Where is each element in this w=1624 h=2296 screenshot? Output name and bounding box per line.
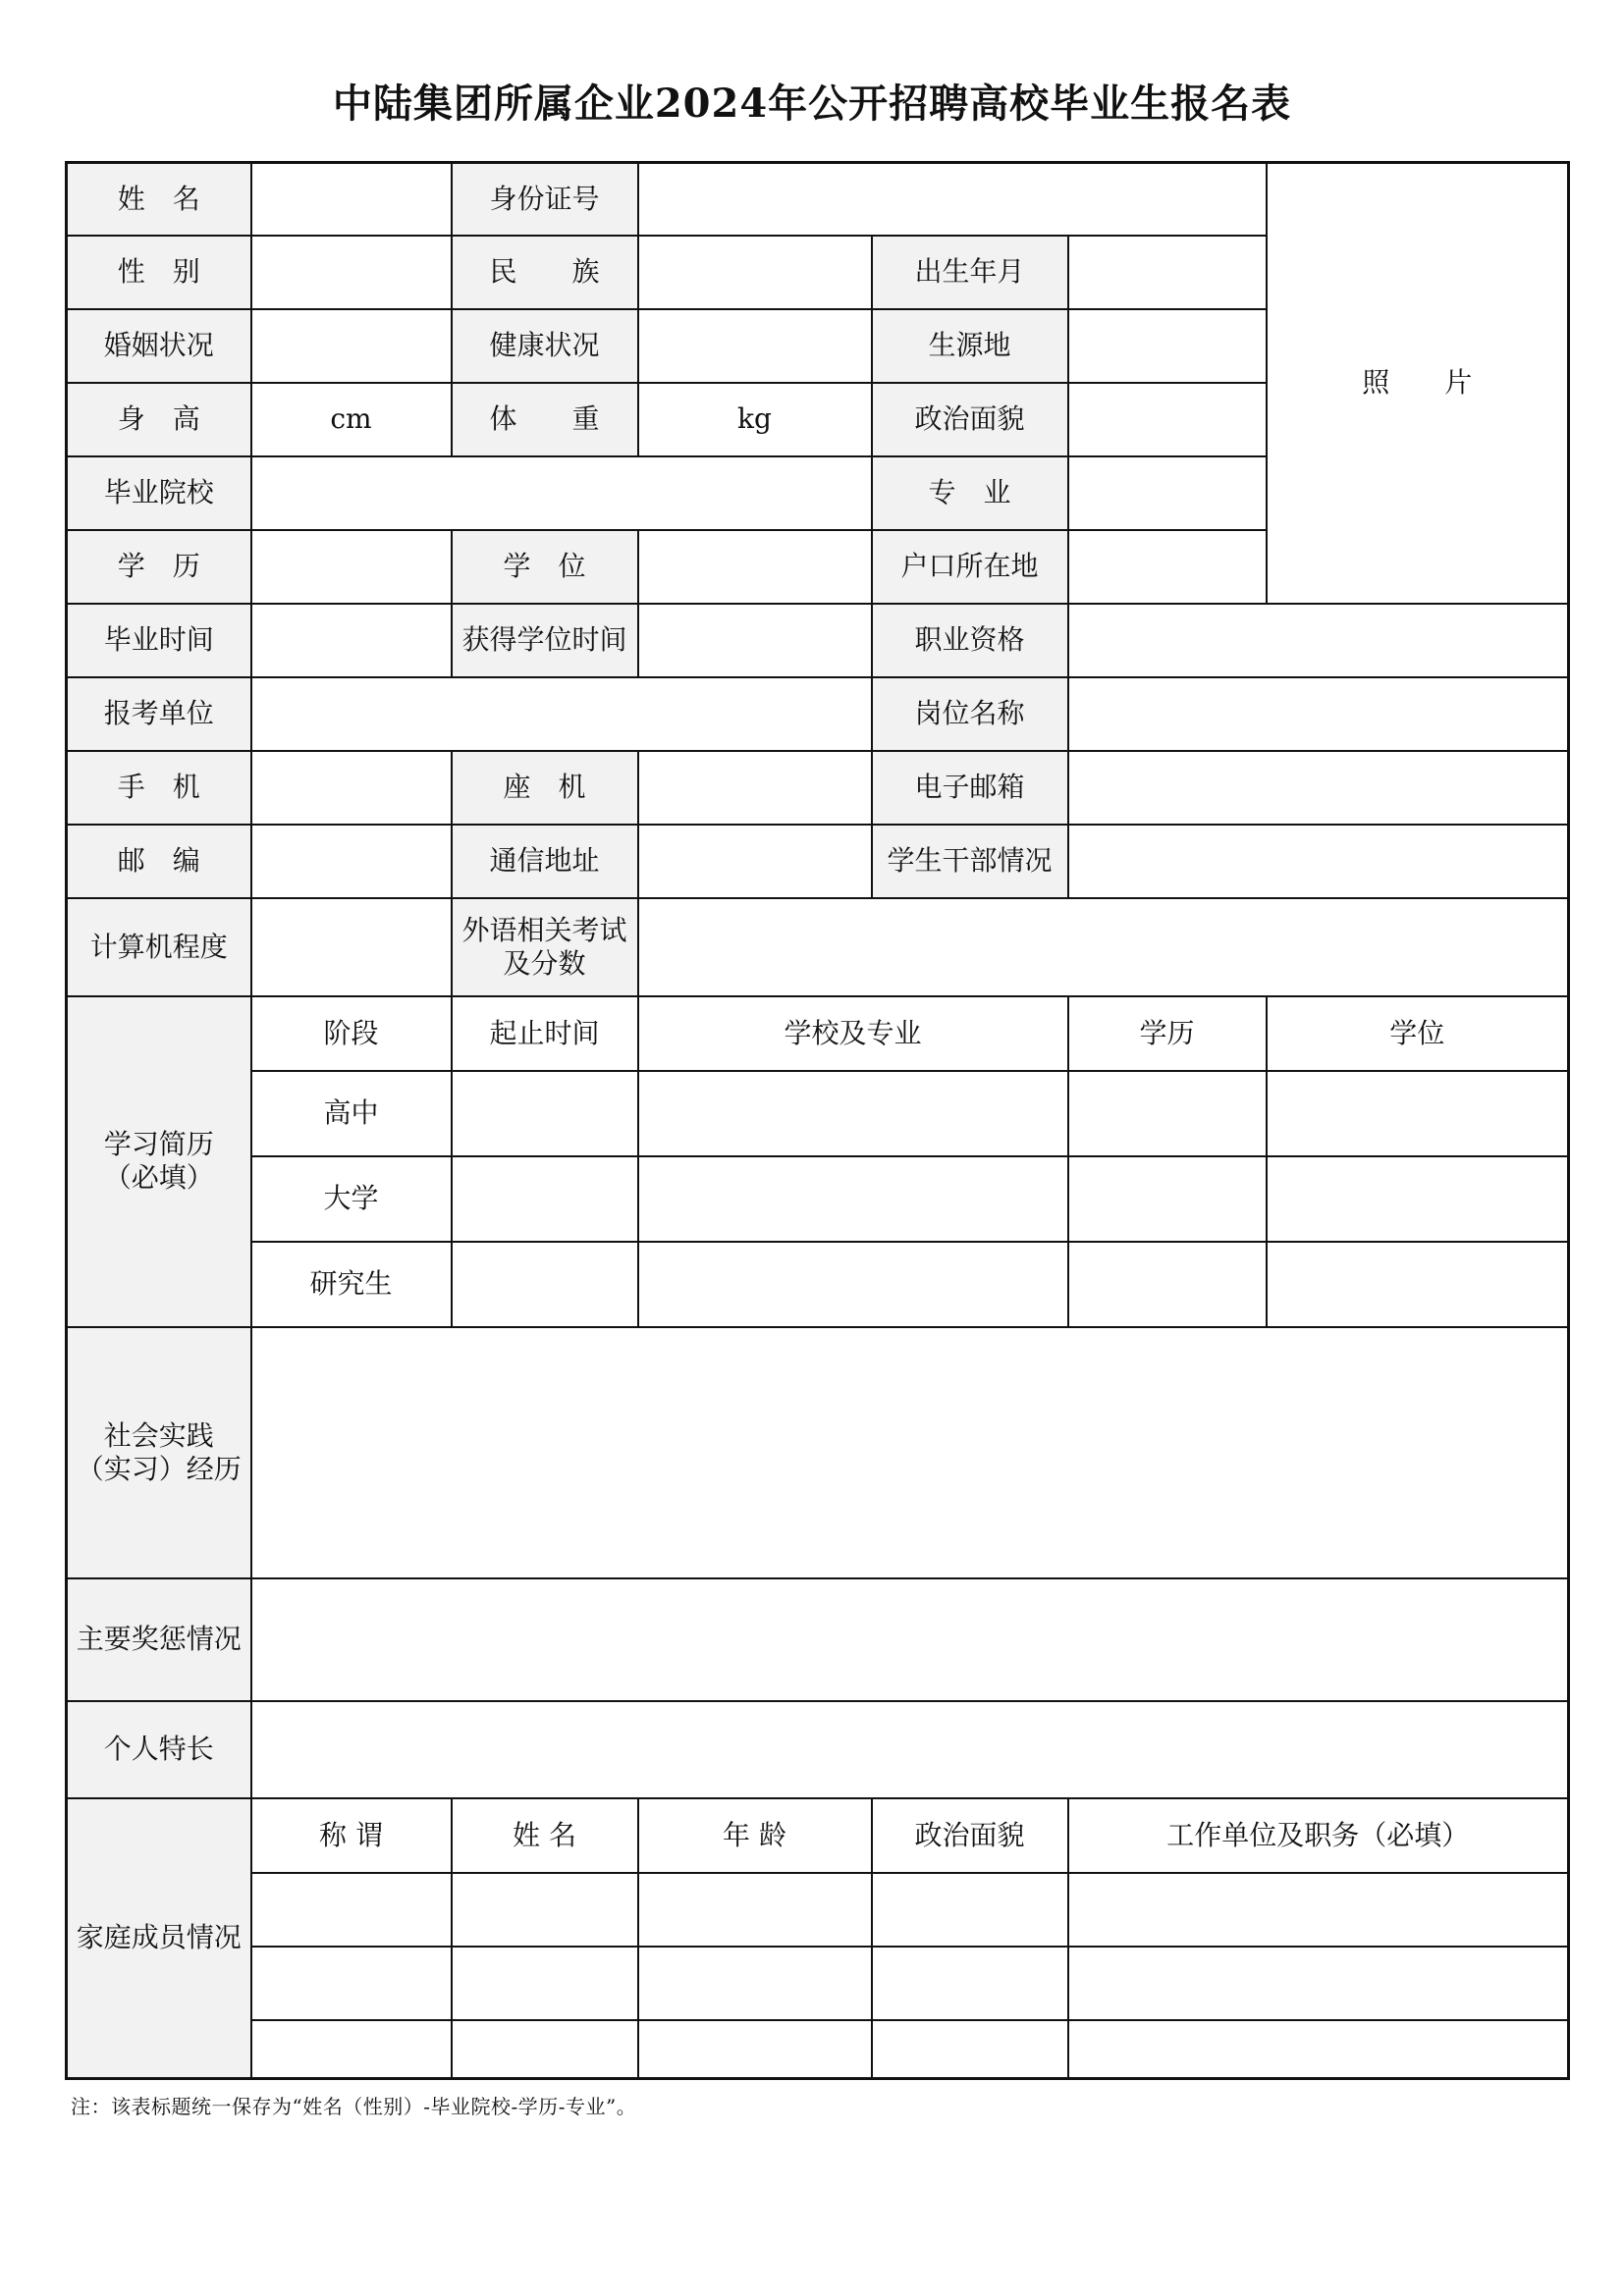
weight-label: 体 重 (452, 383, 638, 456)
apply-unit-label: 报考单位 (67, 677, 251, 751)
gender-label: 性 别 (67, 236, 251, 309)
study-education-field[interactable] (1068, 1242, 1267, 1327)
practice-field[interactable] (251, 1327, 1569, 1578)
skills-field[interactable] (251, 1701, 1569, 1798)
degree-time-label: 获得学位时间 (452, 604, 638, 677)
degree-label: 学 位 (452, 530, 638, 604)
height-field[interactable] (251, 383, 452, 456)
birth-field[interactable] (1068, 236, 1267, 309)
landline-label: 座 机 (452, 751, 638, 825)
major-label: 专 业 (872, 456, 1068, 530)
skills-label: 个人特长 (67, 1701, 251, 1798)
landline-field[interactable] (638, 751, 872, 825)
study-stage-highschool: 高中 (251, 1071, 452, 1156)
family-work-field[interactable] (1068, 1947, 1569, 2020)
mobile-field[interactable] (251, 751, 452, 825)
postcode-field[interactable] (251, 825, 452, 898)
family-politics-field[interactable] (872, 2020, 1068, 2079)
study-period-field[interactable] (452, 1242, 638, 1327)
qualification-label: 职业资格 (872, 604, 1068, 677)
education-field[interactable] (251, 530, 452, 604)
study-label-line1: 学习简历 (103, 1128, 214, 1160)
birth-label: 出生年月 (872, 236, 1068, 309)
study-header-stage: 阶段 (251, 996, 452, 1071)
major-field[interactable] (1068, 456, 1267, 530)
family-header-work: 工作单位及职务（必填） (1068, 1798, 1569, 1873)
hukou-field[interactable] (1068, 530, 1267, 604)
registration-form (65, 161, 1570, 2080)
qualification-field[interactable] (1068, 604, 1569, 677)
politics-field[interactable] (1068, 383, 1267, 456)
study-school-field[interactable] (638, 1242, 1068, 1327)
origin-field[interactable] (1068, 309, 1267, 383)
study-label (67, 996, 251, 1327)
photo-box[interactable] (1267, 163, 1569, 604)
foreign-lang-label (452, 898, 638, 996)
study-school-field[interactable] (638, 1071, 1068, 1156)
family-name-field[interactable] (452, 1947, 638, 2020)
position-label: 岗位名称 (872, 677, 1068, 751)
family-work-field[interactable] (1068, 1873, 1569, 1947)
family-age-field[interactable] (638, 1947, 872, 2020)
hukou-label: 户口所在地 (872, 530, 1068, 604)
cadre-field[interactable] (1068, 825, 1569, 898)
cadre-label: 学生干部情况 (872, 825, 1068, 898)
study-degree-field[interactable] (1267, 1156, 1569, 1242)
study-education-field[interactable] (1068, 1071, 1267, 1156)
marital-label: 婚姻状况 (67, 309, 251, 383)
id-number-field[interactable] (638, 163, 1267, 236)
family-header-age: 年 龄 (638, 1798, 872, 1873)
awards-label: 主要奖惩情况 (67, 1578, 251, 1701)
family-label: 家庭成员情况 (67, 1798, 251, 2079)
education-label: 学 历 (67, 530, 251, 604)
gender-field[interactable] (251, 236, 452, 309)
photo-label: 照 片 (1362, 366, 1473, 400)
apply-unit-field[interactable] (251, 677, 872, 751)
footnote: 注：该表标题统一保存为“姓名（性别）-毕业院校-学历-专业”。 (71, 2095, 637, 2118)
postcode-label: 邮 编 (67, 825, 251, 898)
study-degree-field[interactable] (1267, 1242, 1569, 1327)
study-header-period: 起止时间 (452, 996, 638, 1071)
position-field[interactable] (1068, 677, 1569, 751)
email-field[interactable] (1068, 751, 1569, 825)
address-field[interactable] (638, 825, 872, 898)
ethnicity-field[interactable] (638, 236, 872, 309)
page-title: 中陆集团所属企业2024年公开招聘高校毕业生报名表 (332, 80, 1292, 127)
study-degree-field[interactable] (1267, 1071, 1569, 1156)
practice-label (67, 1327, 251, 1578)
ethnicity-label: 民 族 (452, 236, 638, 309)
marital-field[interactable] (251, 309, 452, 383)
study-period-field[interactable] (452, 1156, 638, 1242)
school-field[interactable] (251, 456, 872, 530)
awards-field[interactable] (251, 1578, 1569, 1701)
family-politics-field[interactable] (872, 1947, 1068, 2020)
study-header-education: 学历 (1068, 996, 1267, 1071)
degree-time-field[interactable] (638, 604, 872, 677)
computer-field[interactable] (251, 898, 452, 996)
name-field[interactable] (251, 163, 452, 236)
family-name-field[interactable] (452, 2020, 638, 2079)
family-header-politics: 政治面貌 (872, 1798, 1068, 1873)
family-header-name: 姓 名 (452, 1798, 638, 1873)
mobile-label: 手 机 (67, 751, 251, 825)
grad-time-label: 毕业时间 (67, 604, 251, 677)
height-label: 身 高 (67, 383, 251, 456)
foreign-lang-label-line2: 及分数 (503, 946, 586, 980)
practice-label-line1: 社会实践 (103, 1418, 214, 1452)
foreign-lang-label-line1: 外语相关考试 (461, 913, 627, 946)
family-name-field[interactable] (452, 1873, 638, 1947)
family-relation-field[interactable] (251, 1873, 452, 1947)
grad-time-field[interactable] (251, 604, 452, 677)
family-relation-field[interactable] (251, 1947, 452, 2020)
family-age-field[interactable] (638, 2020, 872, 2079)
degree-field[interactable] (638, 530, 872, 604)
email-label: 电子邮箱 (872, 751, 1068, 825)
study-period-field[interactable] (452, 1071, 638, 1156)
health-field[interactable] (638, 309, 872, 383)
family-work-field[interactable] (1068, 2020, 1569, 2079)
id-number-label: 身份证号 (452, 163, 638, 236)
computer-label: 计算机程度 (67, 898, 251, 996)
height-unit: cm (330, 402, 372, 435)
practice-label-line2: （实习）经历 (76, 1452, 242, 1485)
address-label: 通信地址 (452, 825, 638, 898)
family-header-relation: 称 谓 (251, 1798, 452, 1873)
study-label-line2: （必填） (103, 1161, 214, 1194)
weight-field[interactable] (638, 383, 872, 456)
foreign-lang-field[interactable] (638, 898, 1569, 996)
weight-unit: kg (737, 402, 772, 435)
health-label: 健康状况 (452, 309, 638, 383)
origin-label: 生源地 (872, 309, 1068, 383)
family-politics-field[interactable] (872, 1873, 1068, 1947)
study-stage-university: 大学 (251, 1156, 452, 1242)
school-label: 毕业院校 (67, 456, 251, 530)
study-header-degree: 学位 (1267, 996, 1569, 1071)
study-stage-graduate: 研究生 (251, 1242, 452, 1327)
name-label: 姓 名 (67, 163, 251, 236)
study-school-field[interactable] (638, 1156, 1068, 1242)
politics-label: 政治面貌 (872, 383, 1068, 456)
study-header-school: 学校及专业 (638, 996, 1068, 1071)
study-education-field[interactable] (1068, 1156, 1267, 1242)
family-relation-field[interactable] (251, 2020, 452, 2079)
family-age-field[interactable] (638, 1873, 872, 1947)
